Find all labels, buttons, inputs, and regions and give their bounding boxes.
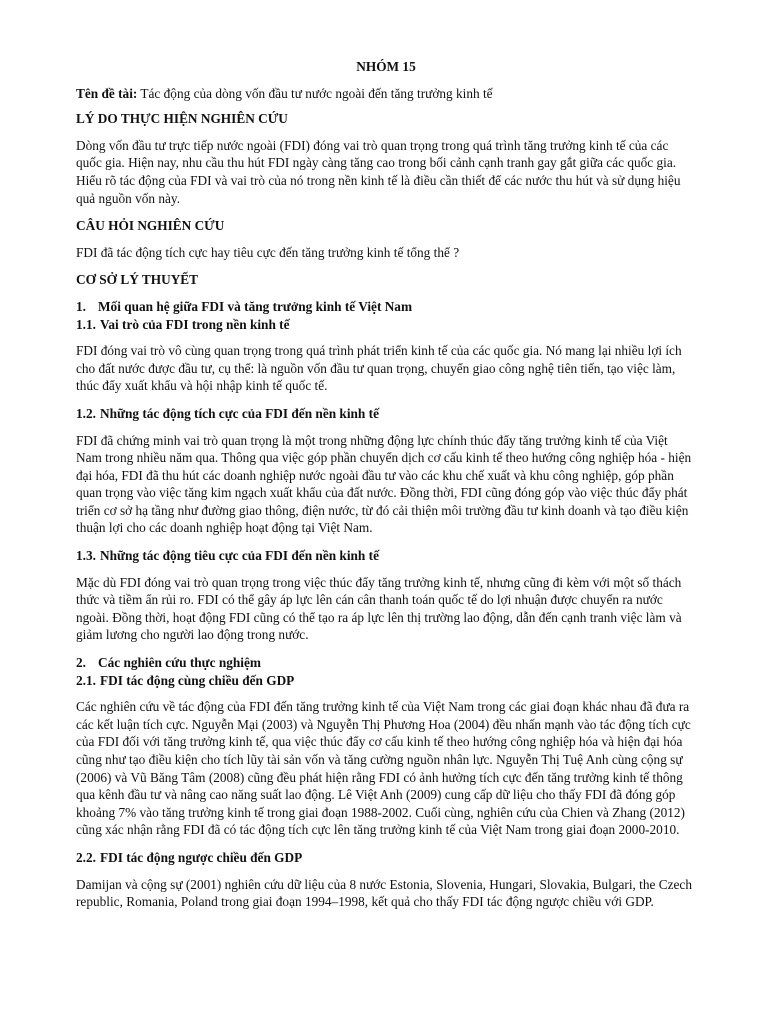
section-2-2-number: 2.2. [76, 849, 96, 865]
section-1-3-title: Những tác động tiêu cực của FDI đến nền kinh tế [100, 548, 379, 564]
section-1-3-heading [76, 547, 696, 565]
section-1-heading [76, 298, 696, 316]
question-heading: CÂU HỎI NGHIÊN CỨU [76, 218, 225, 234]
section-2-1-title: FDI tác động cùng chiều đến GDP [100, 672, 295, 688]
section-2-number: 2. [76, 655, 86, 671]
section-1-1-number: 1.1. [76, 316, 96, 332]
section-1-3-paragraph: Mặc dù FDI đóng vai trò quan trọng trong việc thúc đẩy tăng trưởng kinh tế, nhưng cũng đi kèm với một số thách thức và tiềm ẩn rủi ro. FDI có thể gây áp lực lên cán cân thanh toán quốc tế do lợi nhuận được chuyển ra nước ngoài. Đồng thời, hoạt động FDI cũng có thể tạo ra áp lực lên thị trường lao động, dẫn đến cạnh tranh việc làm và giảm lương cho người lao động trong nước. [76, 574, 682, 643]
section-2-1-heading [76, 672, 696, 690]
section-1-2-paragraph: FDI đã chứng minh vai trò quan trọng là một trong những động lực chính thúc đẩy tăng trưởng kinh tế của Việt Nam trong nhiều năm qua. Thông qua việc góp phần chuyển dịch cơ cấu kinh tế theo hướng công nghiệp hóa - hiện đại hóa, FDI đã thu hút các doanh nghiệp nước ngoài đầu tư vào các khu chế xuất và khu công nghiệp, góp phần quan trọng vào việc tăng kim ngạch xuất khẩu của đất nước. Đồng thời, FDI cũng đóng góp vào việc thúc đẩy phát triển cơ sở hạ tầng như đường giao thông, điện nước, từ đó cải thiện môi trường đầu tư kinh doanh và tạo điều kiện thuận lợi cho các doanh nghiệp hoạt động tại Việt Nam. [76, 432, 692, 536]
section-1-1-paragraph: FDI đóng vai trò vô cùng quan trọng trong quá trình phát triển kinh tế của các quốc gia. Nó mang lại nhiều lợi ích cho đất nước được đầu tư, cụ thể: là nguồn vốn đầu tư quan trọng, chuyển giao công nghệ tiên tiến, tạo việc làm, thúc đẩy xuất khẩu và hội nhập kinh tế quốc tế. [76, 343, 682, 394]
question-paragraph: FDI đã tác động tích cực hay tiêu cực đến tăng trưởng kinh tế tổng thể ? [76, 244, 460, 260]
document-title: NHÓM 15 [356, 59, 416, 74]
section-2-1-paragraph: Các nghiên cứu về tác động của FDI đến tăng trưởng kinh tế của Việt Nam trong các giai đoạn khác nhau đã đưa ra các kết luận tích cực. Nguyễn Mại (2003) và Nguyễn Thị Phương Hoa (2004) đều nhấn mạnh vào tác động tích cực của FDI đối với tăng trưởng kinh tế, qua việc thúc đẩy cơ cấu kinh tế theo hướng công nghiệp hóa và hiện đại hóa cũng như tạo điều kiện cho tích lũy tài sản vốn và tăng cường nguồn nhân lực. Nguyễn Thị Tuệ Anh cùng cộng sự (2006) và Vũ Băng Tâm (2008) cũng đều phát hiện rằng FDI có ảnh hưởng tích cực đến tăng trưởng kinh tế thông qua kênh đầu tư và nâng cao năng suất lao động. Lê Việt Anh (2009) cung cấp dữ liệu cho thấy FDI đã đóng góp khoảng 7% vào tăng trưởng kinh tế trong giai đoạn 1988-2002. Cuối cùng, nghiên cứu của Chien và Zhang (2012) cũng xác nhận rằng FDI đã có tác động tích cực lên tăng trưởng kinh tế của Việt Nam trong giai đoạn 2000-2010. [76, 699, 691, 838]
section-2-2-title: FDI tác động ngược chiều đến GDP [100, 849, 303, 865]
reason-heading: LÝ DO THỰC HIỆN NGHIÊN CỨU [76, 111, 288, 127]
section-2-title: Các nghiên cứu thực nghiệm [98, 655, 261, 671]
section-2-2-paragraph: Damijan và cộng sự (2001) nghiên cứu dữ liệu của 8 nước Estonia, Slovenia, Hungari, Slovakia, Bulgari, the Czech republic, Romania, Poland trong giai đoạn 1994–1998, kết quả cho thấy FDI tác động ngược chiều với GDP. [76, 876, 692, 910]
topic-line [76, 85, 696, 103]
section-1-1-title: Vai trò của FDI trong nền kinh tế [100, 316, 290, 332]
section-1-number: 1. [76, 298, 86, 314]
section-1-2-number: 1.2. [76, 405, 96, 421]
topic-text: Tác động của dòng vốn đầu tư nước ngoài đến tăng trưởng kinh tế [137, 85, 493, 101]
section-2-1-number: 2.1. [76, 672, 96, 688]
section-1-title: Mối quan hệ giữa FDI và tăng trưởng kinh tế Việt Nam [98, 298, 413, 314]
section-2-2-heading [76, 849, 696, 867]
section-1-3-number: 1.3. [76, 548, 96, 564]
reason-paragraph: Dòng vốn đầu tư trực tiếp nước ngoài (FDI) đóng vai trò quan trọng trong quá trình tăng trưởng kinh tế của các quốc gia. Hiện nay, nhu cầu thu hút FDI ngày càng tăng cao trong bối cảnh cạnh tranh gay gắt giữa các quốc gia. Hiểu rõ tác động của FDI và vai trò của nó trong nền kinh tế là điều cần thiết để các nước thu hút và sử dụng hiệu quả nguồn vốn này. [76, 137, 681, 206]
section-2-heading [76, 654, 696, 672]
topic-label: Tên đề tài: [76, 85, 138, 101]
section-1-2-title: Những tác động tích cực của FDI đến nền kinh tế [100, 405, 379, 421]
section-1-2-heading [76, 405, 696, 423]
document-page [76, 58, 696, 921]
section-1-1-heading [76, 316, 696, 334]
theory-heading: CƠ SỞ LÝ THUYẾT [76, 272, 199, 288]
